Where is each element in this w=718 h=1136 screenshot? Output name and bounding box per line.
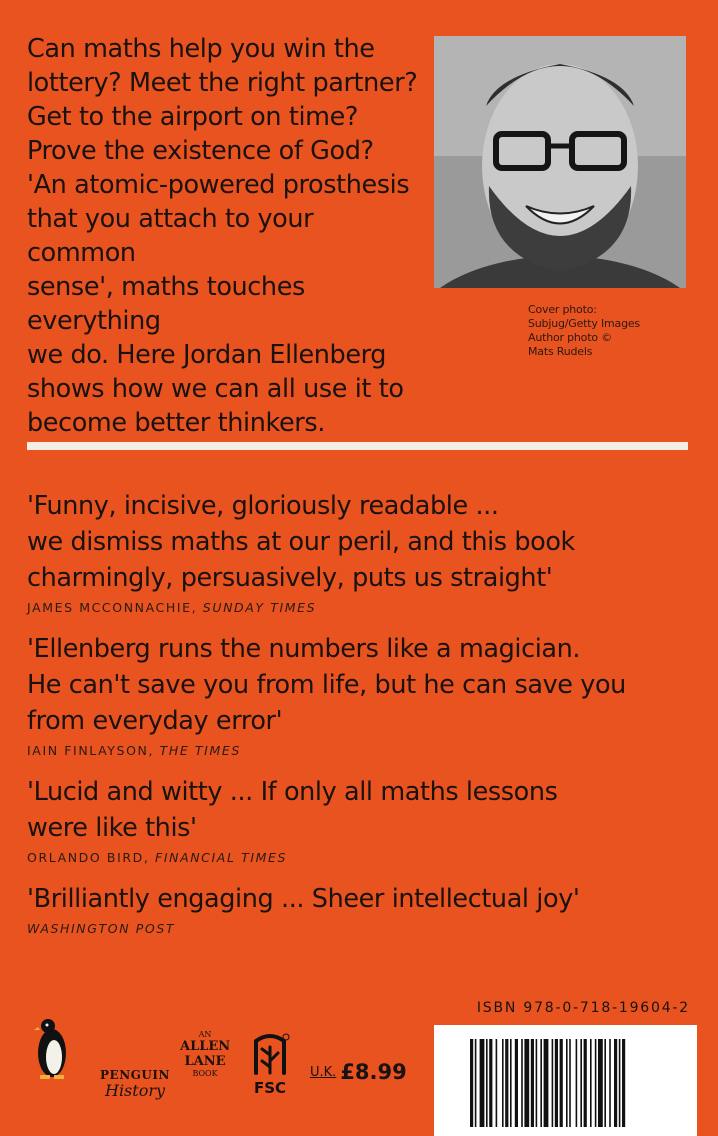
blurb-line: 'An atomic-powered prosthesis [27,170,410,200]
quote-publication: WASHINGTON POST [27,921,176,936]
divider-rule [27,442,688,450]
quote-publication: SUNDAY TIMES [202,600,317,615]
review-quote [27,774,687,865]
blurb [27,32,427,440]
review-quote [27,881,687,936]
blurb-line: that you attach to your common [27,204,314,268]
price-country: U.K. [310,1065,337,1080]
quote-publication: FINANCIAL TIMES [155,850,288,865]
blurb-line: sense', maths touches everything [27,272,305,336]
review-quotes [27,488,687,952]
fsc-label: FSC [253,1079,287,1097]
blurb-line: Get to the airport on time? [27,102,358,132]
quote-source [27,850,687,865]
barcode [434,1025,697,1136]
quote-author: IAIN FINLAYSON, [27,743,155,758]
allen-lane-logo [180,1030,230,1078]
credit-line: Mats Rudels [528,345,593,358]
blurb-line: lottery? Meet the right partner? [27,68,418,98]
imprint-brand: PENGUIN [100,1068,170,1082]
penguin-icon [34,1017,70,1079]
review-quote [27,631,687,758]
barcode-image [470,1039,682,1127]
blurb-line: we do. Here Jordan Ellenberg [27,340,387,370]
barcode-bars [470,1039,682,1127]
quote-author: JAMES MCCONNACHIE, [27,600,198,615]
imprint-series: History [104,1081,166,1100]
quote-author: ORLANDO BIRD, [27,850,150,865]
credit-line: Subjug/Getty Images [528,317,640,330]
quote-line: 'Funny, incisive, gloriously readable ... [27,491,499,521]
quote-line: charmingly, persuasively, puts us straight' [27,563,553,593]
quote-source [27,921,687,936]
penguin-logo [34,1017,70,1079]
allen-lane-line1: ALLEN [180,1039,231,1054]
credit-line: Cover photo: [528,303,597,316]
credit-line: Author photo © [528,331,612,344]
blurb-line: Prove the existence of God? [27,136,374,166]
isbn-text: ISBN 978-0-718-19604-2 [476,1000,690,1016]
quote-publication: THE TIMES [159,743,241,758]
quote-source [27,600,687,615]
photo-credits [528,303,698,359]
quote-line: were like this' [27,813,197,843]
allen-lane-bottom: BOOK [192,1069,218,1078]
fsc-logo [248,1033,292,1099]
quote-source [27,743,687,758]
author-photo [434,36,686,288]
quote-line: He can't save you from life, but he can save you [27,670,626,700]
quote-line: from everyday error' [27,706,283,736]
review-quote [27,488,687,615]
fsc-tree-icon [248,1033,292,1099]
blurb-line: Can maths help you win the [27,34,375,64]
blurb-line: shows how we can all use it to [27,374,404,404]
quote-line: 'Ellenberg runs the numbers like a magician. [27,634,581,664]
quote-line: 'Brilliantly engaging ... Sheer intellectual joy' [27,884,580,914]
price [310,1060,420,1084]
publisher-imprint [95,1068,175,1100]
author-portrait-image [434,36,686,288]
price-amount: £8.99 [340,1060,407,1084]
quote-line: 'Lucid and witty ... If only all maths lessons [27,777,558,807]
allen-lane-top: AN [198,1030,212,1039]
blurb-line: become better thinkers. [27,408,325,438]
allen-lane-line2: LANE [184,1054,226,1069]
quote-line: we dismiss maths at our peril, and this book [27,527,575,557]
